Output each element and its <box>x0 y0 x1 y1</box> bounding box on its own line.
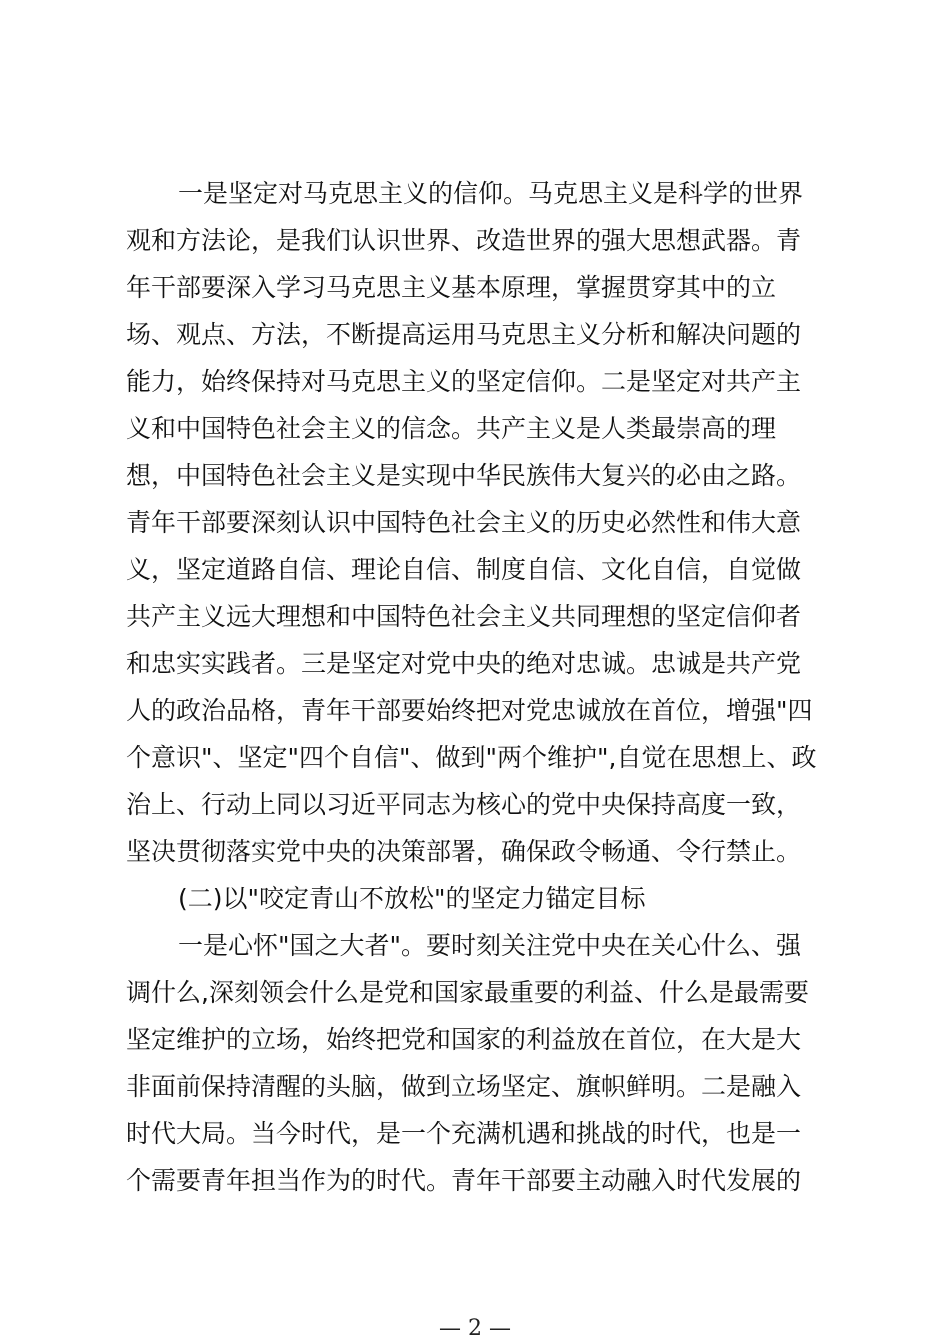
paragraph-line: 时代大局。当今时代，是一个充满机遇和挑战的时代，也是一 <box>126 1119 802 1148</box>
paragraph-line: 义，坚定道路自信、理论自信、制度自信、文化自信，自觉做 <box>126 555 802 584</box>
paragraph-line: 人的政治品格，青年干部要始终把对党忠诚放在首位，增强"四 <box>126 696 813 725</box>
paragraph-line: 年干部要深入学习马克思主义基本原理，掌握贯穿其中的立 <box>126 273 777 302</box>
paragraph-line: 治上、行动上同以习近平同志为核心的党中央保持高度一致， <box>126 790 802 819</box>
paragraph-line: 共产主义远大理想和中国特色社会主义共同理想的坚定信仰者 <box>126 602 802 631</box>
paragraph-line: 义和中国特色社会主义的信念。共产主义是人类最崇高的理 <box>126 414 777 443</box>
paragraph-line: 青年干部要深刻认识中国特色社会主义的历史必然性和伟大意 <box>126 508 802 537</box>
paragraph-line: 个需要青年担当作为的时代。青年干部要主动融入时代发展的 <box>126 1166 802 1195</box>
paragraph-line: 观和方法论，是我们认识世界、改造世界的强大思想武器。青 <box>126 226 802 255</box>
paragraph-line: 一是心怀"国之大者"。要时刻关注党中央在关心什么、强 <box>178 931 802 960</box>
paragraph-line: 坚决贯彻落实党中央的决策部署，确保政令畅通、令行禁止。 <box>126 837 802 866</box>
paragraph-line: 想，中国特色社会主义是实现中华民族伟大复兴的必由之路。 <box>126 461 802 490</box>
paragraph-line: 坚定维护的立场，始终把党和国家的利益放在首位，在大是大 <box>126 1025 802 1054</box>
section-heading: (二)以"咬定青山不放松"的坚定力锚定目标 <box>178 884 646 913</box>
paragraph-line: 和忠实实践者。三是坚定对党中央的绝对忠诚。忠诚是共产党 <box>126 649 802 678</box>
paragraph-line: 个意识"、坚定"四个自信"、做到"两个维护",自觉在思想上、政 <box>126 743 817 772</box>
body-text <box>126 170 831 1204</box>
paragraph-line: 能力，始终保持对马克思主义的坚定信仰。二是坚定对共产主 <box>126 367 802 396</box>
paragraph-line: 场、观点、方法，不断提高运用马克思主义分析和解决问题的 <box>126 320 802 349</box>
paragraph-line: 非面前保持清醒的头脑，做到立场坚定、旗帜鲜明。二是融入 <box>126 1072 802 1101</box>
paragraph-line: 一是坚定对马克思主义的信仰。马克思主义是科学的世界 <box>178 179 804 208</box>
page-number: — 2 — <box>439 1316 511 1341</box>
paragraph-line: 调什么,深刻领会什么是党和国家最重要的利益、什么是最需要 <box>126 978 809 1007</box>
